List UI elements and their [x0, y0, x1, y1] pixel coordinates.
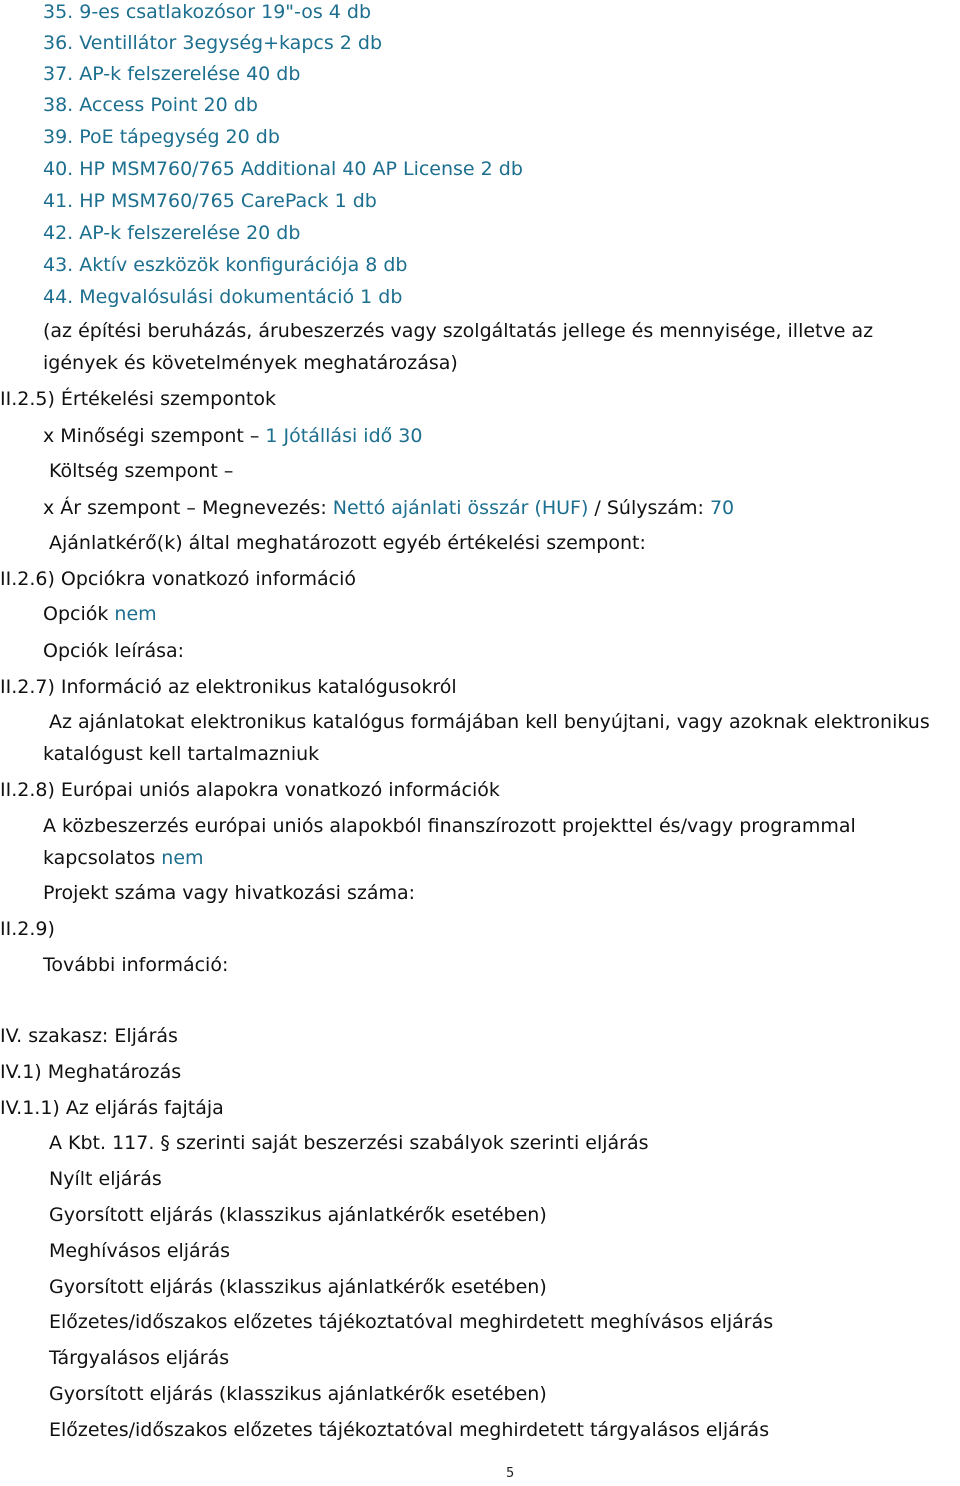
eu-funds-value: nem [161, 847, 204, 869]
section-heading-ii-2-8: II.2.8) Európai uniós alapokra vonatkozó információk [0, 779, 500, 801]
eu-funds-label: kapcsolatos [43, 847, 162, 869]
section-heading-ii-2-7: II.2.7) Információ az elektronikus katalógusokról [0, 676, 457, 698]
price-criterion-name: Nettó ajánlati összár (HUF) [332, 497, 589, 519]
weight-label: / Súlyszám: [588, 497, 710, 519]
eu-funds-line-2 [43, 846, 204, 870]
project-number-label: Projekt száma vagy hivatkozási száma: [43, 882, 416, 904]
options-value: nem [114, 603, 157, 625]
list-item: 37. AP-k felszerelése 40 db [43, 63, 301, 85]
scope-note-line-2: igények és követelmények meghatározása) [43, 352, 458, 374]
procedure-type: Tárgyalásos eljárás [49, 1347, 230, 1369]
list-item: 36. Ventillátor 3egység+kapcs 2 db [43, 32, 383, 54]
further-info-label: További információ: [43, 954, 229, 976]
procedure-type: Előzetes/időszakos előzetes tájékoztatóval meghirdetett meghívásos eljárás [49, 1311, 774, 1333]
quality-criterion [43, 424, 422, 448]
section-heading-ii-2-9: II.2.9) [0, 918, 55, 940]
procedure-type: Meghívásos eljárás [49, 1240, 231, 1262]
options-line [43, 602, 157, 626]
procedure-type: Nyílt eljárás [49, 1168, 162, 1190]
list-item: 39. PoE tápegység 20 db [43, 126, 280, 148]
list-item: 43. Aktív eszközök konfigurációja 8 db [43, 254, 408, 276]
list-item: 38. Access Point 20 db [43, 94, 258, 116]
procedure-type: Gyorsított eljárás (klasszikus ajánlatkérők esetében) [49, 1383, 547, 1405]
list-item: 44. Megvalósulási dokumentáció 1 db [43, 286, 403, 308]
cost-criterion: Költség szempont – [49, 460, 234, 482]
weight-value: 70 [709, 497, 735, 519]
price-criterion-label: x Ár szempont – Megnevezés: [43, 497, 333, 519]
list-item: 35. 9-es csatlakozósor 19"-os 4 db [43, 1, 372, 23]
catalogue-line-1: Az ajánlatokat elektronikus katalógus formájában kell benyújtani, vagy azoknak elektronikus [49, 711, 930, 733]
procedure-type: Gyorsított eljárás (klasszikus ajánlatkérők esetében) [49, 1204, 547, 1226]
scope-note-line-1: (az építési beruházás, árubeszerzés vagy szolgáltatás jellege és mennyisége, illetve az [43, 320, 874, 342]
section-heading-ii-2-6: II.2.6) Opciókra vonatkozó információ [0, 568, 356, 590]
list-item: 40. HP MSM760/765 Additional 40 AP License 2 db [43, 158, 523, 180]
quality-criterion-label: x Minőségi szempont – [43, 425, 266, 447]
section-heading-iv: IV. szakasz: Eljárás [0, 1025, 178, 1047]
list-item: 41. HP MSM760/765 CarePack 1 db [43, 190, 377, 212]
options-description-label: Opciók leírása: [43, 640, 185, 662]
price-criterion [43, 496, 734, 520]
section-heading-iv-1-1: IV.1.1) Az eljárás fajtája [0, 1097, 224, 1119]
page-number: 5 [506, 1466, 515, 1481]
list-item: 42. AP-k felszerelése 20 db [43, 222, 301, 244]
section-heading-ii-2-5: II.2.5) Értékelési szempontok [0, 388, 276, 410]
options-label: Opciók [43, 603, 115, 625]
eu-funds-line-1: A közbeszerzés európai uniós alapokból finanszírozott projekttel és/vagy programmal [43, 815, 856, 837]
procedure-type: Előzetes/időszakos előzetes tájékoztatóval meghirdetett tárgyalásos eljárás [49, 1419, 770, 1441]
other-criteria-label: Ajánlatkérő(k) által meghatározott egyéb értékelési szempont: [49, 532, 646, 554]
procedure-type: Gyorsított eljárás (klasszikus ajánlatkérők esetében) [49, 1276, 547, 1298]
section-heading-iv-1: IV.1) Meghatározás [0, 1061, 182, 1083]
catalogue-line-2: katalógust kell tartalmazniuk [43, 743, 320, 765]
quality-criterion-value: 1 Jótállási idő 30 [265, 425, 423, 447]
procedure-type: A Kbt. 117. § szerinti saját beszerzési szabályok szerinti eljárás [49, 1132, 649, 1154]
